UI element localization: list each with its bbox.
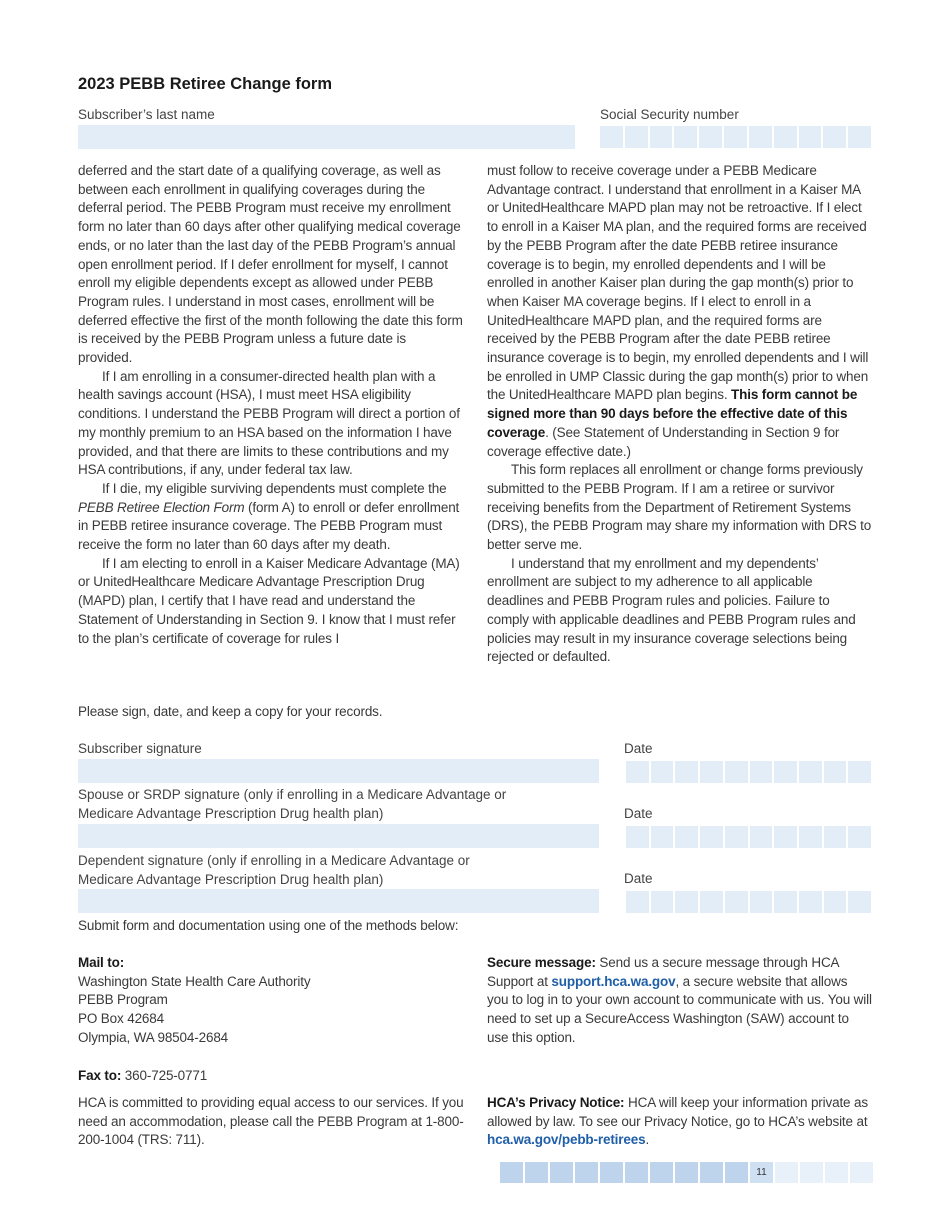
spouse-date-label: Date — [624, 806, 653, 821]
privacy-notice-section — [487, 1094, 872, 1150]
subscriber-signature-field[interactable] — [78, 759, 599, 783]
left-paragraph-4: If I am electing to enroll in a Kaiser Medicare Advantage (MA) or UnitedHealthcare Medicare Advantage Prescription Drug (MAPD) plan, I certify that I have read and understand the Statement of Understanding in Section 9. I know that I must refer to the plan’s certificate of coverage for rules I — [78, 555, 460, 646]
mail-line-4: Olympia, WA 98504-2684 — [78, 1029, 229, 1045]
privacy-notice-label: HCA’s Privacy Notice: — [487, 1095, 625, 1110]
fax-label: Fax to: — [78, 1068, 122, 1083]
mail-section — [78, 954, 463, 1048]
ssn-label: Social Security number — [600, 107, 739, 122]
left-p3-text-a: If I die, my eligible surviving dependents must complete the — [102, 480, 447, 496]
spouse-label-line-1: Spouse or SRDP signature (only if enrolling in a Medicare Advantage or — [78, 787, 507, 802]
subscriber-signature-label: Subscriber signature — [78, 741, 202, 756]
dependent-label-line-1: Dependent signature (only if enrolling in a Medicare Advantage or — [78, 853, 470, 868]
signing-deadline-note: This form cannot be signed more than 90 days before the effective date of this coverage — [487, 387, 858, 440]
last-name-label: Subscriber’s last name — [78, 107, 215, 122]
spouse-signature-label — [78, 786, 506, 823]
spouse-date-input[interactable] — [626, 826, 871, 848]
mail-line-2: PEBB Program — [78, 992, 168, 1008]
submit-instruction: Submit form and documentation using one of the methods below: — [78, 918, 459, 933]
right-paragraph-3: I understand that my enrollment and my dependents’ enrollment are subject to my adherence to all applicable deadlines and PEBB Program rules and policies. Failure to comply with applicable deadlines and PEBB Program rules and policies may result in my insurance coverage selections being rejected or defaulted. — [487, 555, 856, 665]
secure-text-b: , a secure website that allows you to log in to your own account to communicate with us. You will need to set up a SecureAccess Washington (SAW) account to use this option. — [487, 973, 872, 1045]
spouse-signature-field[interactable] — [78, 824, 599, 848]
left-paragraph-2: If I am enrolling in a consumer-directed health plan with a health savings account (HSA), I must meet HSA eligibility conditions. I understand the PEBB Program will direct a portion of my monthly premium to an HSA based on the information I have provided, and that there are limits to these contributions and my HSA contributions, if any, under federal tax law. — [78, 368, 460, 478]
right-paragraph-2: This form replaces all enrollment or change forms previously submitted to the PEBB Program. If I am a retiree or survivor receiving benefits from the Department of Retirement Systems (DRS), the PEBB Program may share my information with DRS to better serve me. — [487, 462, 872, 553]
secure-message-section — [487, 954, 872, 1048]
support-link[interactable]: support.hca.wa.gov — [551, 973, 676, 989]
mail-heading: Mail to: — [78, 955, 125, 970]
form-a-title: PEBB Retiree Election Form — [78, 499, 245, 515]
fax-number: 360-725-0771 — [121, 1068, 208, 1083]
dependent-date-label: Date — [624, 871, 653, 886]
left-column — [78, 162, 463, 648]
dependent-signature-field[interactable] — [78, 889, 599, 913]
left-paragraph-1: deferred and the start date of a qualifying coverage, as well as between each enrollment in qualifying coverages during the deferral period. The PEBB Program must receive my enrollment form no later than 60 days after other qualifying medical coverage ends, or no later than the last day of the PEBB Program’s annual open enrollment period. If I defer enrollment for myself, I cannot enroll my eligible dependents except as allowed under PEBB Program rules. I understand in most cases, enrollment will be deferred effective the first of the month following the date this form is received by the PEBB Program unless a future date is provided. — [78, 163, 463, 366]
last-name-input[interactable] — [78, 125, 575, 149]
secure-message-label: Secure message: — [487, 955, 596, 970]
dependent-signature-label — [78, 852, 470, 889]
secure-text-a: Send us a secure message through HCA Support at — [487, 955, 839, 989]
right-column — [487, 162, 872, 667]
accommodation-notice: HCA is committed to providing equal access to our services. If you need an accommodation, please call the PEBB Program at 1-800-200-1004 (TRS: 711). — [78, 1095, 464, 1148]
dependent-label-line-2: Medicare Advantage Prescription Drug health plan) — [78, 871, 384, 887]
mail-line-1: Washington State Health Care Authority — [78, 973, 311, 989]
mail-line-3: PO Box 42684 — [78, 1011, 165, 1027]
left-paragraph-3 — [78, 480, 463, 555]
page-title: 2023 PEBB Retiree Change form — [78, 75, 333, 93]
dependent-date-input[interactable] — [626, 891, 871, 913]
sign-instruction: Please sign, date, and keep a copy for your records. — [78, 704, 383, 719]
page-tab-bar — [500, 1162, 873, 1183]
fax-section — [78, 1067, 207, 1086]
right-p1-text-b: . (See Statement of Understanding in Section 9 for coverage effective date.) — [487, 424, 840, 459]
spouse-label-line-2: Medicare Advantage Prescription Drug health plan) — [78, 805, 384, 821]
subscriber-date-input[interactable] — [626, 761, 871, 783]
ssn-input[interactable] — [600, 126, 871, 148]
left-p3-text-b: (form A) to enroll or defer enrollment in PEBB retiree insurance coverage. The PEBB Program must receive the form no later than 60 days after my death. — [78, 499, 460, 553]
privacy-text-b: . — [645, 1132, 650, 1148]
privacy-text-a: HCA will keep your information private as allowed by law. To see our Privacy Notice, go to HCA’s website at — [487, 1095, 868, 1129]
right-p1-text-a: must follow to receive coverage under a PEBB Medicare Advantage contract. I understand that enrollment in a Kaiser MA or UnitedHealthcare MAPD plan may not be retroactive. If I elect to enroll in a Kaiser MA plan, and the required forms are received by the PEBB Program after the date PEBB retiree insurance coverage is to begin, my enrolled dependents and I will be enrolled in another Kaiser plan during the gap month(s) prior to when Kaiser MA coverage begins. If I elect to enroll in a UnitedHealthcare MAPD plan, and the required forms are received by the PEBB Program after the date PEBB retiree insurance coverage is to begin, my enrolled dependents and I will be enrolled in UMP Classic during the gap month(s) prior to when the UnitedHealthcare MAPD plan begins. — [487, 163, 869, 403]
pebb-retirees-link[interactable]: hca.wa.gov/pebb-retirees — [487, 1132, 646, 1148]
subscriber-date-label: Date — [624, 741, 653, 756]
right-paragraph-1 — [487, 162, 872, 461]
page-number: 11 — [750, 1162, 773, 1183]
